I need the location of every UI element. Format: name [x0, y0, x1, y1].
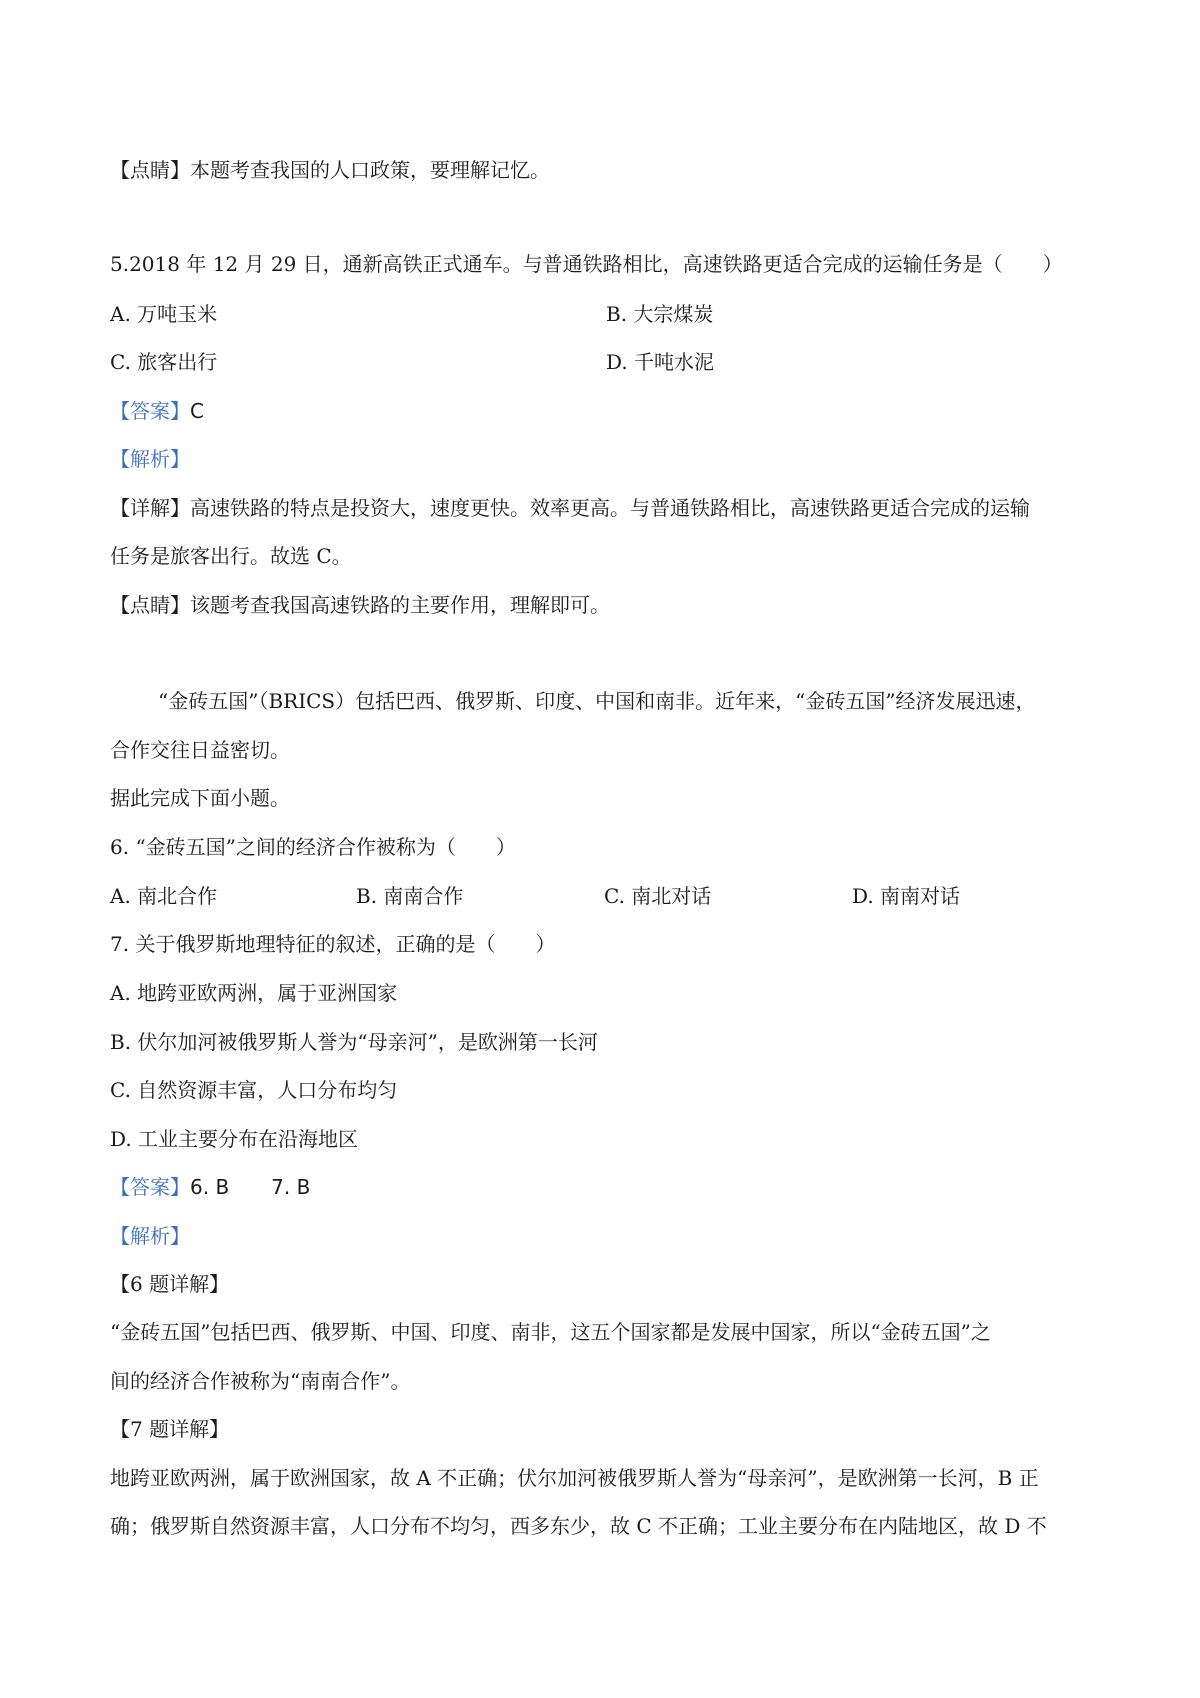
- q5-answer-label: 【答案】: [110, 399, 190, 423]
- q5-option-c: C. 旅客出行: [110, 350, 218, 374]
- answer-7: 7. B: [271, 1175, 311, 1199]
- analysis-label-6-7: 【解析】: [110, 1224, 190, 1248]
- q6-option-d: D. 南南对话: [852, 884, 961, 908]
- q6-stem: 6. “金砖五国”之间的经济合作被称为（ ）: [110, 835, 516, 859]
- q5-option-b: B. 大宗煤炭: [606, 302, 714, 326]
- q5-answer-value: C: [190, 399, 204, 423]
- q5-option-a: A. 万吨玉米: [110, 302, 218, 326]
- detail7-line1: 地跨亚欧两洲，属于欧洲国家，故 A 不正确；伏尔加河被俄罗斯人誉为“母亲河”，是欧洲第一长河，B 正: [110, 1466, 1039, 1490]
- passage-line1: “金砖五国”（BRICS）包括巴西、俄罗斯、印度、中国和南非。近年来，“金砖五国”经济发展迅速，: [158, 689, 1036, 713]
- detail6-line1: “金砖五国”包括巴西、俄罗斯、中国、印度、南非，这五个国家都是发展中国家，所以“金砖五国”之: [110, 1320, 991, 1344]
- q7-option-a: A. 地跨亚欧两洲，属于亚洲国家: [110, 981, 398, 1005]
- q5-analysis-label: 【解析】: [110, 447, 190, 471]
- q5-answer: [110, 397, 204, 425]
- detail6-line2: 间的经济合作被称为“南南合作”。: [110, 1369, 411, 1393]
- detail7-heading: 【7 题详解】: [110, 1417, 230, 1441]
- q6-option-b: B. 南南合作: [356, 884, 464, 908]
- q7-option-b: B. 伏尔加河被俄罗斯人誉为“母亲河”，是欧洲第一长河: [110, 1030, 598, 1054]
- q6-option-c: C. 南北对话: [604, 884, 712, 908]
- q5-detail-line2: 任务是旅客出行。故选 C。: [110, 544, 352, 568]
- q5-tip: 【点睛】该题考查我国高速铁路的主要作用，理解即可。: [110, 593, 610, 617]
- q5-option-d: D. 千吨水泥: [606, 350, 715, 374]
- q7-option-c: C. 自然资源丰富，人口分布均匀: [110, 1078, 398, 1102]
- q5-stem: 5.2018 年 12 月 29 日，通新高铁正式通车。与普通铁路相比，高速铁路更适合完成的运输任务是（ ）: [110, 252, 1063, 276]
- passage-instruction: 据此完成下面小题。: [110, 786, 290, 810]
- q7-option-d: D. 工业主要分布在沿海地区: [110, 1127, 359, 1151]
- answers-label: 【答案】: [110, 1175, 190, 1199]
- answers-6-7: [110, 1173, 310, 1201]
- detail7-line2: 确；俄罗斯自然资源丰富，人口分布不均匀，西多东少，故 C 不正确；工业主要分布在内陆地区，故 D 不: [110, 1514, 1047, 1538]
- q6-option-a: A. 南北合作: [110, 884, 218, 908]
- q4-tip: 【点睛】本题考查我国的人口政策，要理解记忆。: [110, 158, 550, 182]
- q5-detail-line1: 【详解】高速铁路的特点是投资大，速度更快。效率更高。与普通铁路相比，高速铁路更适合完成的运输: [110, 496, 1030, 520]
- passage-line2: 合作交往日益密切。: [110, 738, 290, 762]
- detail6-heading: 【6 题详解】: [110, 1272, 230, 1296]
- q7-stem: 7. 关于俄罗斯地理特征的叙述，正确的是（ ）: [110, 932, 556, 956]
- answer-6: 6. B: [190, 1175, 230, 1199]
